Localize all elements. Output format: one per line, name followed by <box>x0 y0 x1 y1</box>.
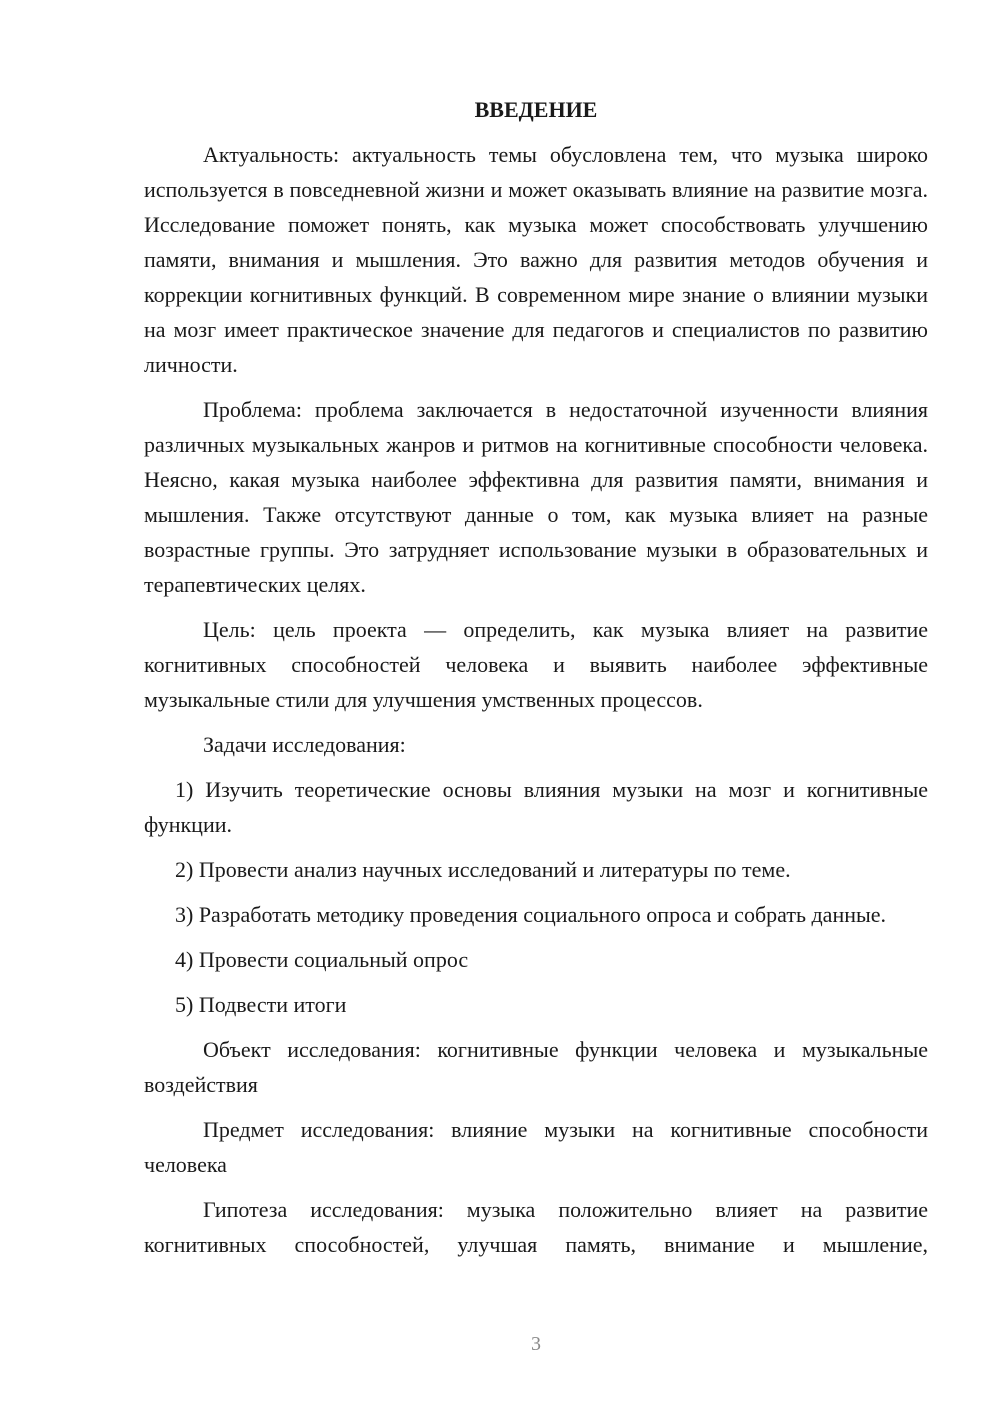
page-content <box>144 92 928 1272</box>
paragraph-object: Объект исследования: когнитивные функции человека и музыкальные воздействия <box>144 1037 928 1097</box>
page-number: 3 <box>531 1333 541 1355</box>
paragraph-hypothesis: Гипотеза исследования: музыка положительно влияет на развитие когнитивных способностей, улучшая память, внимание и мышление, <box>144 1197 928 1257</box>
list-item: 5) Подвести итоги <box>175 992 347 1017</box>
paragraph-relevance: Актуальность: актуальность темы обусловлена тем, что музыка широко используется в повседневной жизни и может оказывать влияние на развитие мозга. Исследование поможет понять, как музыка может способствовать улучшению памяти, внимания и мышления. Это важно для развития методов обучения и коррекции когнитивных функций. В современном мире знание о влиянии музыки на мозг имеет практическое значение для педагогов и специалистов по развитию личности. <box>144 142 928 377</box>
paragraph-problem: Проблема: проблема заключается в недостаточной изученности влияния различных музыкальных жанров и ритмов на когнитивные способности человека. Неясно, какая музыка наиболее эффективна для развития памяти, внимания и мышления. Также отсутствуют данные о том, как музыка влияет на разные возрастные группы. Это затрудняет использование музыки в образовательных и терапевтических целях. <box>144 397 928 597</box>
tasks-heading: Задачи исследования: <box>203 732 406 757</box>
list-item: 2) Провести анализ научных исследований и литературы по теме. <box>175 857 791 882</box>
paragraph-goal: Цель: цель проекта — определить, как музыка влияет на развитие когнитивных способностей человека и выявить наиболее эффективные музыкальные стили для улучшения умственных процессов. <box>144 617 928 712</box>
list-item: 1) Изучить теоретические основы влияния музыки на мозг и когнитивные функции. <box>144 777 928 837</box>
list-item: 3) Разработать методику проведения социального опроса и собрать данные. <box>175 902 887 927</box>
page-title: ВВЕДЕНИЕ <box>474 97 598 122</box>
list-item: 4) Провести социальный опрос <box>175 947 469 972</box>
paragraph-subject: Предмет исследования: влияние музыки на когнитивные способности человека <box>144 1117 928 1177</box>
